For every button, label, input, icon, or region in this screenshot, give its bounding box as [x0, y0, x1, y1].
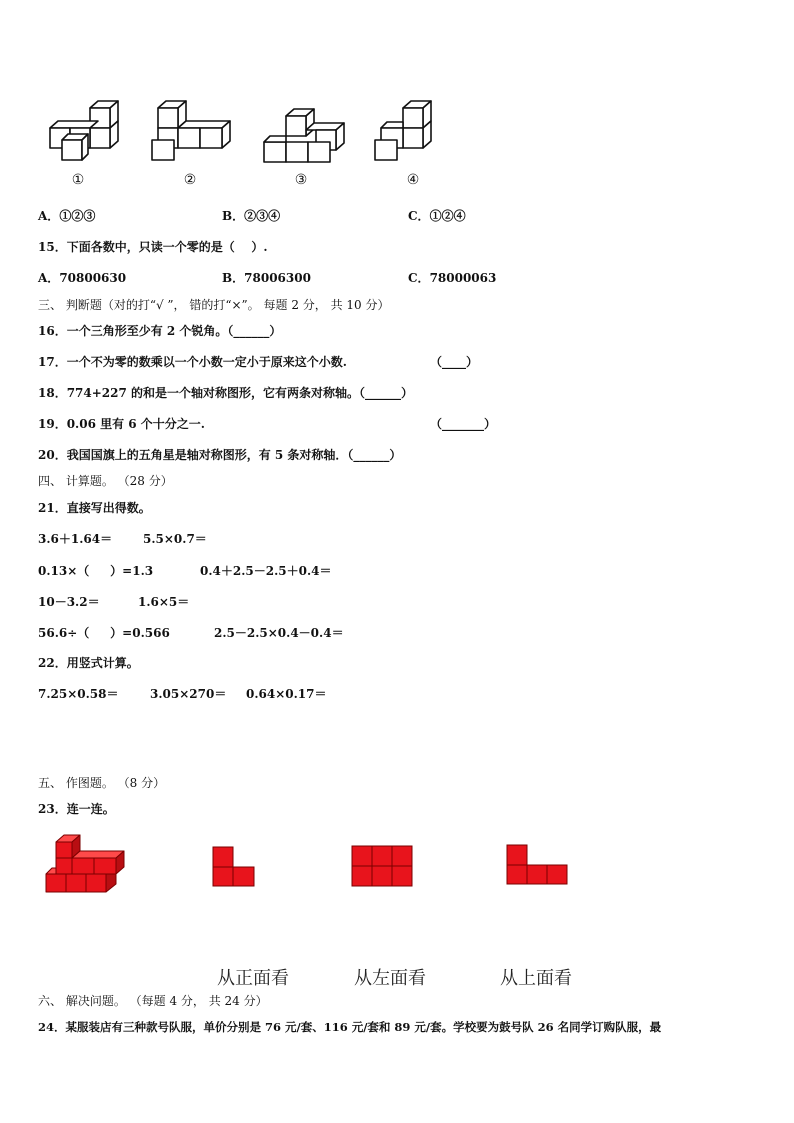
q16: 16．一个三角形至少有 2 个锐角。（______） [38, 324, 282, 338]
view-label-front: 从正面看 [217, 968, 289, 989]
calc-item: 0.4＋2.5－2.5＋0.4＝ [200, 564, 332, 578]
q19: 19．0.06 里有 6 个十分之一. [38, 417, 205, 431]
q15-option-b[interactable]: B．78006300 [222, 271, 311, 285]
q20: 20．我国国旗上的五角星是轴对称图形，有 5 条对称轴．（______） [38, 448, 402, 462]
calc-item: 10－3.2＝ [38, 595, 100, 609]
view-label-top: 从上面看 [500, 968, 572, 989]
q21-stem: 21．直接写出得数。 [38, 501, 151, 515]
calc-item: 3.6＋1.64＝ [38, 532, 113, 546]
view-shape-l [212, 846, 256, 888]
view-shape-grid [351, 845, 413, 887]
vertical-calc-item: 0.64×0.17＝ [246, 687, 327, 701]
q15-option-a[interactable]: A．70800630 [38, 271, 127, 285]
vertical-calc-item: 7.25×0.58＝ [38, 687, 119, 701]
q15-stem: 15．下面各数中，只读一个零的是（ ）. [38, 240, 268, 254]
q15-option-c[interactable]: C．78000063 [408, 271, 497, 285]
section4-heading: 四、 计算题。 （28 分） [38, 474, 173, 488]
calc-item: 2.5－2.5×0.4－0.4＝ [214, 626, 344, 640]
q17-answer-blank[interactable]: （____） [430, 355, 479, 369]
q18: 18．774+227 的和是一个轴对称图形，它有两条对称轴。（______） [38, 386, 414, 400]
figure-label-4: ④ [406, 172, 420, 188]
cube-figure-2 [150, 98, 240, 168]
q14-option-c[interactable]: C．①②④ [408, 209, 466, 223]
cube-figure-4 [373, 98, 443, 168]
calc-item: 1.6×5＝ [138, 595, 190, 609]
red-cube-solid [44, 832, 128, 894]
cube-figure-1 [42, 98, 122, 168]
q17: 17．一个不为零的数乘以一个小数一定小于原来这个小数. [38, 355, 347, 369]
section3-heading: 三、 判断题（对的打“√ ”， 错的打“×”。 每题 2 分， 共 10 分） [38, 298, 390, 312]
calc-item: 56.6÷（ ）=0.566 [38, 626, 170, 640]
cube-figure-3 [260, 98, 350, 168]
view-shape-long-l [506, 844, 568, 886]
calc-item: 0.13×（ ）=1.3 [38, 564, 154, 578]
figure-label-3: ③ [294, 172, 308, 188]
figure-label-2: ② [183, 172, 197, 188]
q23-stem: 23．连一连。 [38, 802, 115, 816]
figure-label-1: ① [71, 172, 85, 188]
section6-heading: 六、 解决问题。 （每题 4 分， 共 24 分） [38, 994, 268, 1008]
calc-item: 5.5×0.7＝ [143, 532, 207, 546]
section5-heading: 五、 作图题。 （8 分） [38, 776, 166, 790]
q19-answer-blank[interactable]: （_______） [430, 417, 497, 431]
vertical-calc-item: 3.05×270＝ [150, 687, 227, 701]
q22-stem: 22．用竖式计算。 [38, 656, 139, 670]
q14-option-b[interactable]: B．②③④ [222, 209, 281, 223]
q24-text: 24．某服装店有三种款号队服，单价分别是 76 元/套、116 元/套和 89 元/套。学校要为鼓号队 26 名同学订购队服，最 [38, 1020, 662, 1034]
view-label-left: 从左面看 [354, 968, 426, 989]
q14-option-a[interactable]: A．①②③ [38, 209, 96, 223]
